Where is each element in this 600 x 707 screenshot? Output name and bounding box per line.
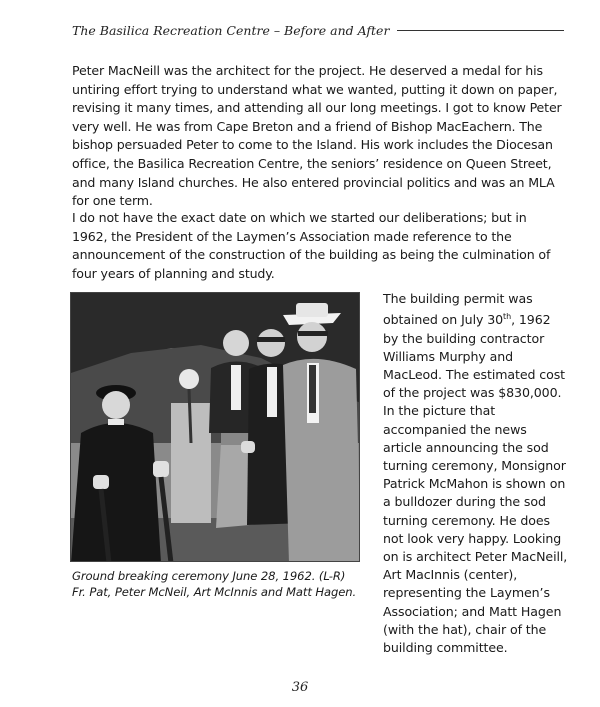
ground-breaking-photo-image [71,293,360,562]
paragraph-deliberations: I do not have the exact date on which we started our deliberations; but in 1962, the President of the Laymen’s Association made reference to the announcement of the construction of the building as being the culmination of four years of planning and study. [72,210,551,281]
side-text-start: The building permit was obtained on July 30 [383,291,533,328]
ordinal-superscript: th [503,312,512,322]
ground-breaking-photo [70,292,360,562]
photo-caption [72,568,372,600]
paragraph-building-permit [383,290,568,657]
caption-line-1: Ground breaking ceremony June 28, 1962. (L-R) [72,569,346,583]
page-number: 36 [291,680,309,695]
header-rule [397,30,564,31]
paragraph-architect: Peter MacNeill was the architect for the project. He deserved a medal for his untiring effort trying to understand what we wanted, putting it down on paper, revising it many times, and attending all our long meetings. I got to know Peter very well. He was from Cape Breton and a friend of Bishop MacEachern. The bishop persuaded Peter to come to the Island. His work includes the Diocesan office, the Basilica Recreation Centre, the seniors’ residence on Queen Street, and many Island churches. He also entered provincial politics and was an MLA for one term. [72,63,562,209]
running-title: The Basilica Recreation Centre – Before and After [72,22,390,38]
running-header [72,20,564,40]
caption-line-2: Fr. Pat, Peter McNeil, Art McInnis and Matt Hagen. [72,585,357,599]
side-text-rest: , 1962 by the building contractor Williams Murphy and MacLeod. The estimated cost of the project was $830,000. In the picture that accompanied the news article announcing the sod turning ceremony, Monsignor Patrick McMahon is shown on a bulldozer during the sod turning ceremony. He does not look very happy. Looking on is architect Peter MacNeill, Art MacInnis (center), representing the Laymen’s Association; and Matt Hagen (with the hat), chair of the building committee. [383,312,568,656]
